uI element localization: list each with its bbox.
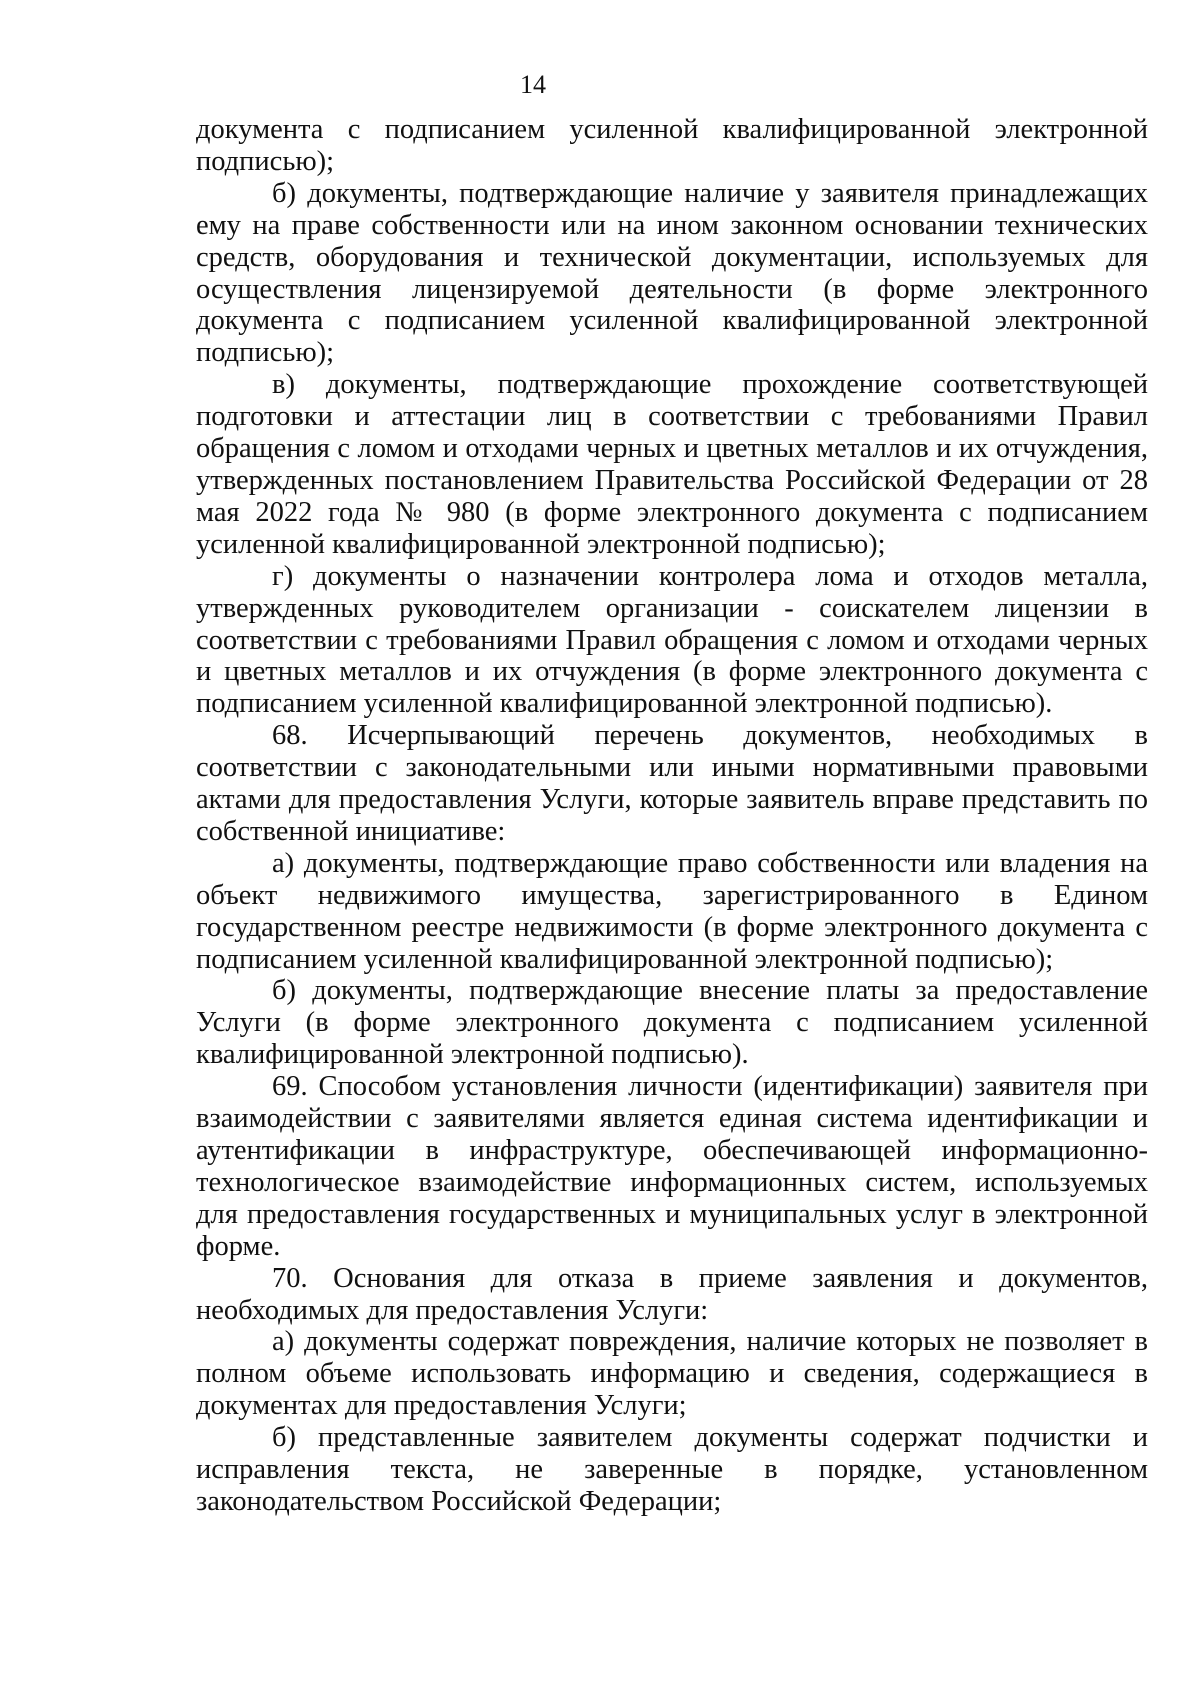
paragraph-69: 69. Способом установления личности (идентификации) заявителя при взаимодействии с заявителями является единая система идентификации и аутентификации в инфраструктуре, обеспечивающей информационно-технологическое взаимодействие информационных систем, используемых для предоставления государственных и муниципальных услуг в электронной форме. [196, 1071, 1148, 1262]
document-body [196, 114, 1148, 1518]
paragraph-continuation: документа с подписанием усиленной квалифицированной электронной подписью); [196, 114, 1148, 177]
page-number: 14 [520, 70, 546, 99]
paragraph-70b: б) представленные заявителем документы содержат подчистки и исправления текста, не заверенные в порядке, установленном законодательством Российской Федерации; [196, 1422, 1148, 1517]
paragraph-68a: а) документы, подтверждающие право собственности или владения на объект недвижимого имущества, зарегистрированного в Едином государственном реестре недвижимости (в форме электронного документа с подписанием усиленной квалифицированной электронной подписью); [196, 847, 1148, 975]
paragraph-67g: г) документы о назначении контролера лома и отходов металла, утвержденных руководителем организации - соискателем лицензии в соответствии с требованиями Правил обращения с ломом и отходами черных и цветных металлов и их отчуждения (в форме электронного документа с подписанием усиленной квалифицированной электронной подписью). [196, 560, 1148, 720]
paragraph-70: 70. Основания для отказа в приеме заявления и документов, необходимых для предоставления Услуги: [196, 1262, 1148, 1326]
paragraph-68: 68. Исчерпывающий перечень документов, необходимых в соответствии с законодательными или иными нормативными правовыми актами для предоставления Услуги, которые заявитель вправе представить по собственной инициативе: [196, 720, 1148, 847]
paragraph-70a: а) документы содержат повреждения, наличие которых не позволяет в полном объеме использовать информацию и сведения, содержащиеся в документах для предоставления Услуги; [196, 1326, 1148, 1422]
paragraph-68b: б) документы, подтверждающие внесение платы за предоставление Услуги (в форме электронного документа с подписанием усиленной квалифицированной электронной подписью). [196, 975, 1148, 1071]
paragraph-67b: б) документы, подтверждающие наличие у заявителя принадлежащих ему на праве собственности или на ином законном основании технических средств, оборудования и технической документации, используемых для осуществления лицензируемой деятельности (в форме электронного документа с подписанием усиленной квалифицированной электронной подписью); [196, 177, 1148, 369]
paragraph-67v: в) документы, подтверждающие прохождение соответствующей подготовки и аттестации лиц в соответствии с требованиями Правил обращения с ломом и отходами черных и цветных металлов и их отчуждения, утвержденных постановлением Правительства Российской Федерации от 28 мая 2022 года № 980 (в форме электронного документа с подписанием усиленной квалифицированной электронной подписью); [196, 369, 1148, 560]
